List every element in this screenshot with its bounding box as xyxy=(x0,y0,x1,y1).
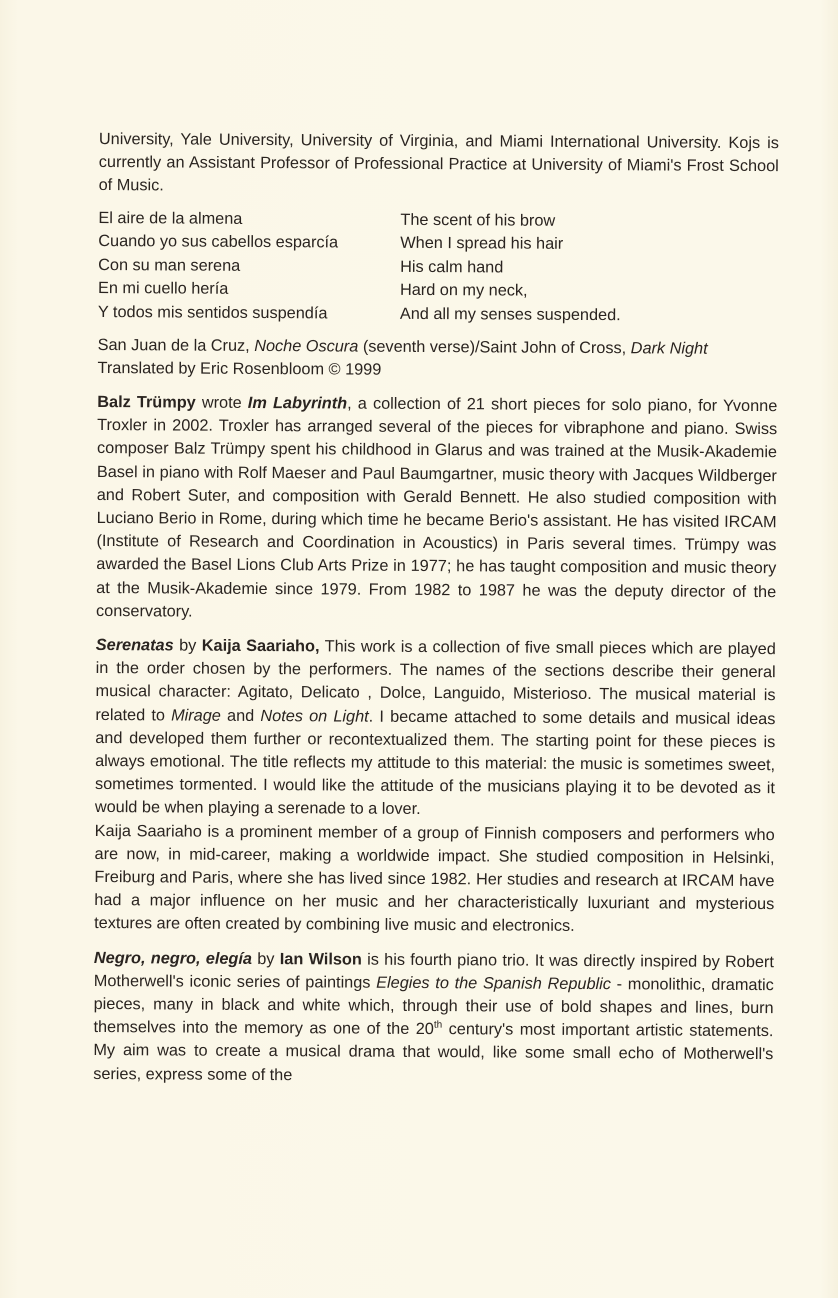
poem-line-es: Cuando yo sus cabellos esparcía xyxy=(98,232,339,252)
work-reference: Elegies to the Spanish Republic xyxy=(376,973,611,994)
poem-line-es: En mi cuello hería xyxy=(97,279,229,299)
program-notes xyxy=(93,128,779,1101)
ordinal-suffix: th xyxy=(433,1019,443,1031)
poem-spanish xyxy=(98,207,401,327)
section-text: by xyxy=(173,636,202,655)
section-text: . I became attached to some details and musical ideas and developed them further or recontextualized them. The starting point for these pieces is always emotional. The title reflects my attitude to this material: the music is sometimes sweet, sometimes tormented. I would like the attitude of the musicians playing it to be devoted as it would be when playing a serenade to a lover. xyxy=(94,707,776,819)
citation-text: San Juan de la Cruz, xyxy=(97,335,255,355)
section-text: , a collection of 21 short pieces for solo piano, for Yvonne Troxler in 2002. Troxler has arranged several of the pieces for vibraphone and piano. Swiss composer Balz Trümpy spent his childhood in Glarus and was trained at the Musik-Akademie Basel in piano with Rolf Maeser and Paul Baumgartner, music theory with Jacques Wildberger and Robert Suter, and composition with Gerald Bennett. He also studied composition with Luciano Berio in Rome, during which time he became Berio's assistant. He has visited IRCAM (Institute of Research and Coordination in Acoustics) in Paris several times. Trümpy was awarded the Basel Lions Club Arts Prize in 1977; he has taught composition and music theory at the Musik-Akademie since 1979. From 1982 to 1987 he was the deputy director of the conservatory. xyxy=(95,394,778,621)
poem-line-en: His calm hand xyxy=(400,257,504,277)
poem-english xyxy=(400,208,771,328)
citation-title-english: Dark Night xyxy=(630,338,708,358)
section-text: century's most important artistic statements. My aim was to create a musical drama that would, like some small echo of Motherwell's series, express some of the xyxy=(93,1020,774,1084)
poem-line-en: Hard on my neck, xyxy=(399,281,528,301)
composer-name: Kaija Saariaho, xyxy=(201,636,320,656)
poem-line-en: And all my senses suspended. xyxy=(399,304,621,325)
poem xyxy=(98,207,779,329)
section-text: This work is a collection of five small pieces which are played in the order chosen by the performers. The names of the sections describe their general musical character: Agitato, Delicato , Dolce, Languido, Misterioso. The musical material is related to xyxy=(95,637,776,725)
section-text: by xyxy=(251,949,280,968)
poem-line-es: El aire de la almena xyxy=(98,208,243,228)
section-text: and xyxy=(220,706,261,725)
section-text: - monolithic, dramatic pieces, many in black and white which, through their use of bold shapes and lines, burn themselves into the memory as one of the 20 xyxy=(93,975,774,1039)
work-title: Im Labyrinth xyxy=(247,393,348,413)
poem-citation xyxy=(97,334,777,385)
section-text: is his fourth piano trio. It was directly inspired by Robert Motherwell's iconic series of paintings xyxy=(93,950,774,992)
saariaho-bio: Kaija Saariaho is a prominent member of a group of Finnish composers and performers who are now, in mid-career, making a worldwide impact. She studied composition in Helsinki, Freiburg and Paris, where she has lived since 1982. Her studies and research at IRCAM have had a major influence on her music and her characteristically luxuriant and mysterious textures are often created by combining live music and electronics. xyxy=(94,821,775,936)
trumpy-section xyxy=(96,391,777,627)
section-text: wrote xyxy=(195,393,248,412)
intro-paragraph: University, Yale University, University of Virginia, and Miami International University. Kojs is currently an Assistant Professor of Professional Practice at University of Miami's Frost School of Music. xyxy=(98,129,779,195)
poem-line-es: Con su man serena xyxy=(98,255,241,275)
work-reference: Mirage xyxy=(171,706,221,725)
saariaho-section xyxy=(95,634,776,824)
composer-name: Balz Trümpy xyxy=(97,392,196,412)
composer-name: Ian Wilson xyxy=(279,949,362,969)
work-title: Serenatas xyxy=(95,636,174,655)
work-title: Negro, negro, elegía xyxy=(93,948,253,968)
poem-line-en: When I spread his hair xyxy=(400,234,564,254)
work-reference: Notes on Light xyxy=(260,706,369,726)
wilson-section xyxy=(93,947,774,1090)
poem-line-es: Y todos mis sentidos suspendía xyxy=(97,302,328,323)
translation-credit: Translated by Eric Rosenbloom © 1999 xyxy=(97,358,382,379)
poem-line-en: The scent of his brow xyxy=(400,210,556,230)
citation-text: (seventh verse)/Saint John of Cross, xyxy=(358,337,631,357)
citation-title: Noche Oscura xyxy=(254,336,359,356)
